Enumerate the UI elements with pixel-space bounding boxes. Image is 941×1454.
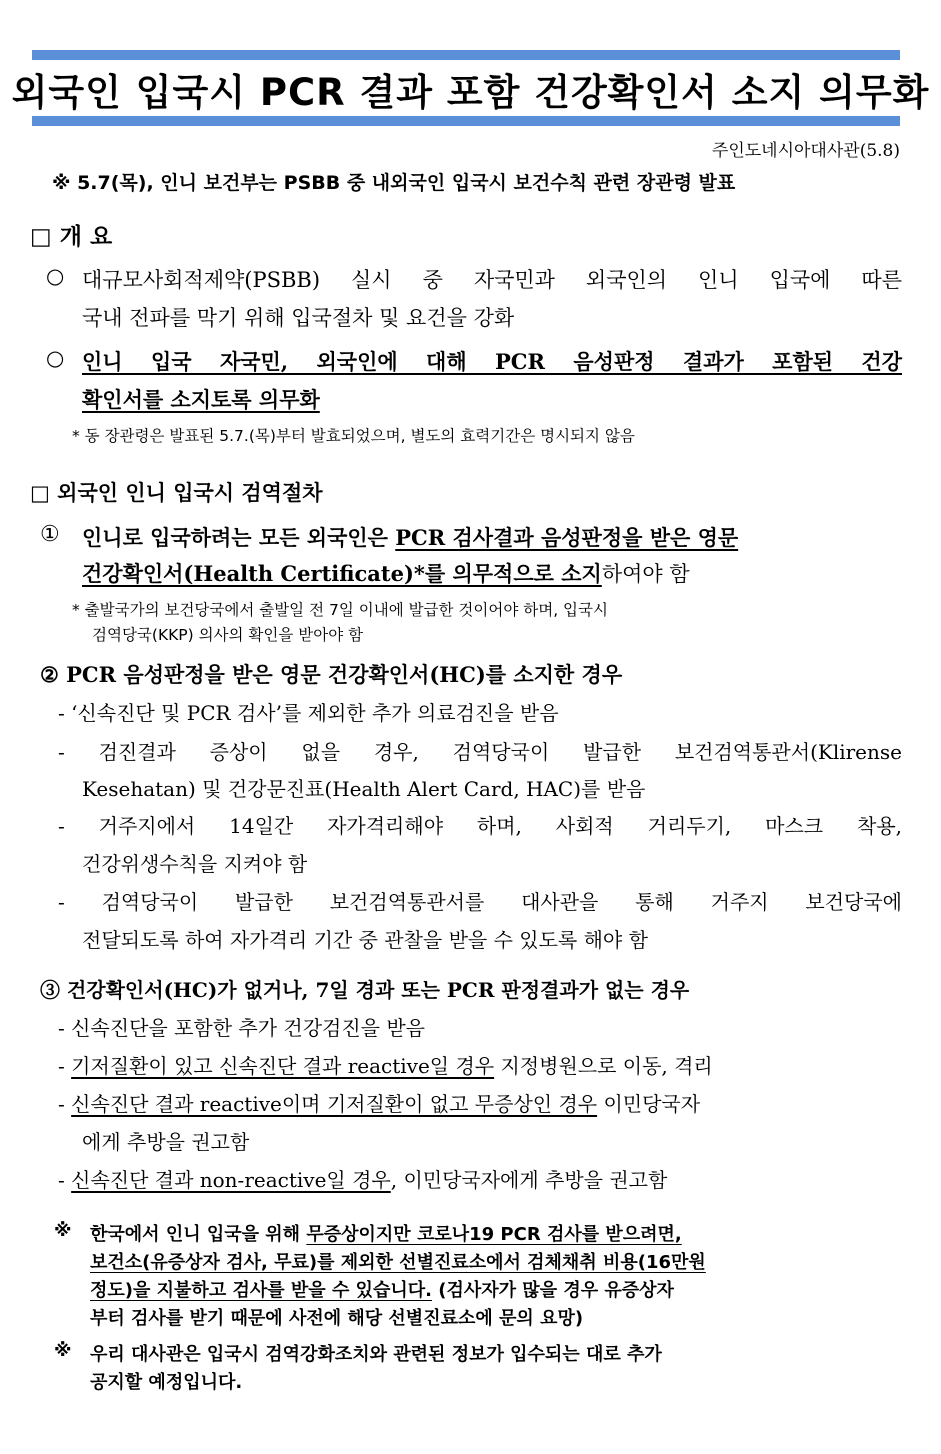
notice1-line3: 정도)을 지불하고 검사를 받을 수 있습니다. (검사자가 많을 경우 유증상자 xyxy=(90,1280,674,1301)
step2-detail4-line2: 전달되도록 하여 자가격리 기간 중 관찰을 받을 수 있도록 해야 함 xyxy=(82,928,648,952)
notice1-mark: ※ xyxy=(54,1220,72,1241)
step2-detail3-line2: 건강위생수칙을 지켜야 함 xyxy=(82,852,308,876)
step1-line1: 인니로 입국하려는 모든 외국인은 PCR 검사결과 음성판정을 받은 영문 xyxy=(82,525,739,550)
bullet-circle: ○ xyxy=(46,264,65,288)
step2-detail2-line1: - 검진결과 증상이 없을 경우, 검역당국이 발급한 보건검역통관서(Klirense xyxy=(58,740,902,764)
overview-note: * 동 장관령은 발표된 5.7.(목)부터 발효되었으며, 별도의 효력기간은 명시되지 않음 xyxy=(72,427,635,445)
step2-detail4-line1: - 검역당국이 발급한 보건검역통관서를 대사관을 통해 거주지 보건당국에 xyxy=(58,890,902,914)
overview-item1-line1: 대규모사회적제약(PSBB) 실시 중 자국민과 외국인의 인니 입국에 따른 xyxy=(82,268,902,292)
notice2-mark: ※ xyxy=(54,1340,72,1361)
step1-note-line1: * 출발국가의 보건당국에서 출발일 전 7일 이내에 발급한 것이어야 하며, 입국시 xyxy=(72,601,608,619)
notice1-line2: 보건소(유증상자 검사, 무료)를 제외한 선별진료소에서 검체채취 비용(16만원 xyxy=(90,1252,706,1273)
step2-detail2-line2: Kesehatan) 및 건강문진표(Health Alert Card, HAC)를 받음 xyxy=(82,777,646,801)
notice2-line2: 공지할 예정입니다. xyxy=(90,1372,243,1393)
notice2-line1: 우리 대사관은 입국시 검역강화조치와 관련된 정보가 입수되는 대로 추가 xyxy=(90,1344,662,1365)
step3-detail2: - 기저질환이 있고 신속진단 결과 reactive일 경우 지정병원으로 이동, 격리 xyxy=(58,1054,713,1078)
notice1-line4: 부터 검사를 받기 때문에 사전에 해당 선별진료소에 문의 요망) xyxy=(90,1308,584,1329)
step1-line2: 건강확인서(Health Certificate)*를 의무적으로 소지하여야 함 xyxy=(82,561,690,586)
lead-note: ※ 5.7(목), 인니 보건부는 PSBB 중 내외국인 입국시 보건수칙 관련 장관령 발표 xyxy=(52,172,736,194)
step3-detail3-line2: 에게 추방을 권고함 xyxy=(82,1130,250,1154)
step3-detail1: - 신속진단을 포함한 추가 건강검진을 받음 xyxy=(58,1016,425,1040)
step3-detail3-line1: - 신속진단 결과 reactive이며 기저질환이 없고 무증상인 경우 이민당국자 xyxy=(58,1092,701,1116)
document-title: 외국인 입국시 PCR 결과 포함 건강확인서 소지 의무화 xyxy=(11,71,930,114)
step2-detail3-line1: - 거주지에서 14일간 자가격리해야 하며, 사회적 거리두기, 마스크 착용, xyxy=(58,814,902,838)
overview-item2-line1: 인니 입국 자국민, 외국인에 대해 PCR 음성판정 결과가 포함된 건강 xyxy=(82,349,902,374)
step1-number: ① xyxy=(40,522,60,547)
source-line: 주인도네시아대사관(5.8) xyxy=(711,141,900,161)
title-bottom-bar xyxy=(32,116,900,126)
step3-detail4: - 신속진단 결과 non-reactive일 경우, 이민당국자에게 추방을 권고함 xyxy=(58,1168,668,1192)
bullet-circle: ○ xyxy=(46,346,65,370)
overview-item1-line2: 국내 전파를 막기 위해 입국절차 및 요건을 강화 xyxy=(82,306,515,330)
step1-note-line2: 검역당국(KKP) 의사의 확인을 받아야 함 xyxy=(92,626,364,644)
notice1-line1: 한국에서 인니 입국을 위해 무증상이지만 코로나19 PCR 검사를 받으려면, xyxy=(90,1224,682,1245)
overview-item2-line2: 확인서를 소지토록 의무화 xyxy=(82,387,320,412)
section-overview-heading: □ 개 요 xyxy=(30,224,113,250)
step2-heading: ② PCR 음성판정을 받은 영문 건강확인서(HC)를 소지한 경우 xyxy=(40,662,623,687)
title-top-bar xyxy=(32,50,900,60)
section-procedure-heading: □ 외국인 인니 입국시 검역절차 xyxy=(30,481,323,505)
step3-heading: ③ 건강확인서(HC)가 없거나, 7일 경과 또는 PCR 판정결과가 없는 경우 xyxy=(40,978,690,1002)
step2-detail1: - ‘신속진단 및 PCR 검사’를 제외한 추가 의료검진을 받음 xyxy=(58,701,559,725)
